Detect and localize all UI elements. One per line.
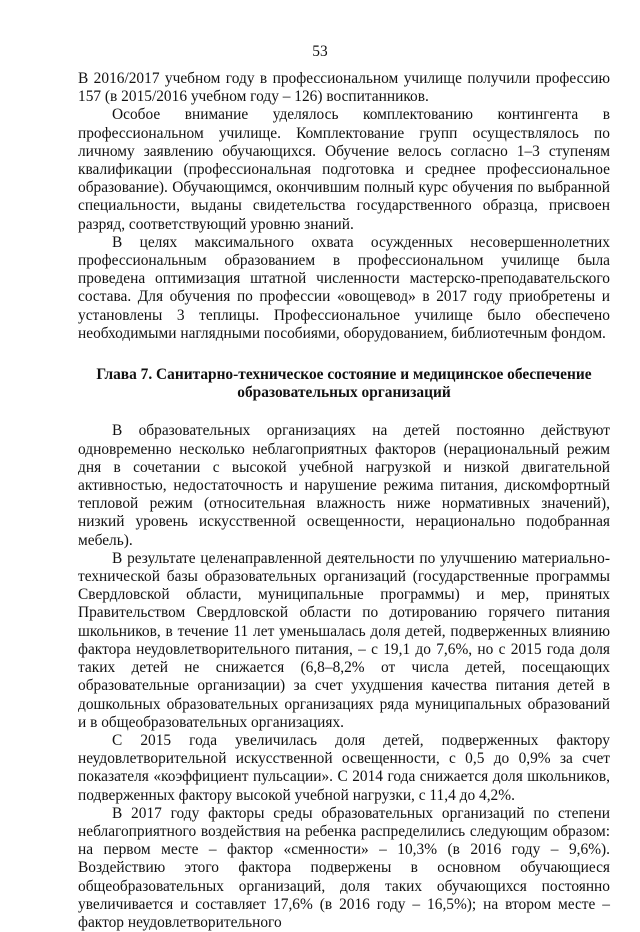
paragraph-graduates: В 2016/2017 учебном году в профессиональном училище получили профессию 157 (в 2015/2016 учебном году – 126) воспитанников. [78,70,610,106]
document-body [78,70,610,932]
paragraph-contingent: Особое внимание уделялось комплектованию контингента в профессиональном училище. Комплектование групп осуществлялось по личному заявлению обучающихся. Обучение велось согласно 1–3 ступеням квалификации (профессиональная подготовка и среднее профессиональное образование). Обучающимся, окончившим полный курс обучения по выбранной специальности, выданы свидетельства государственного образца, присвоен разряд, соответствующий уровню знаний. [78,106,610,233]
paragraph-unfavorable-factors: В образовательных организациях на детей постоянно действуют одновременно несколько неблагоприятных факторов (нерациональный режим дня в сочетании с высокой учебной нагрузкой и низкой двигательной активностью, недостаточность и нарушение режима питания, дискомфортный тепловой режим (относительная влажность ниже нормативных значений), низкий уровень искусственной освещенности, нерационально подобранная мебель). [78,422,610,549]
paragraph-nutrition: В результате целенаправленной деятельности по улучшению материально-технической базы образовательных организаций (государственные программы Свердловской области, муниципальные программы) и мер, принятых Правительством Свердловской области по дотированию горячего питания школьников, в течение 11 лет уменьшалась доля детей, подверженных влиянию фактора неудовлетворительного питания, – с 19,1 до 7,6%, но с 2015 года доля таких детей не снижается (6,8–8,2% от числа детей, посещающих образовательные организации) за счет ухудшения качества питания детей в дошкольных образовательных организациях ряда муниципальных образований и в общеобразовательных организациях. [78,549,610,731]
paragraph-lighting: С 2015 года увеличилась доля детей, подверженных фактору неудовлетворительной искусственной освещенности, с 0,5 до 0,9% за счет показателя «коэффициент пульсации». С 2014 года снижается доля школьников, подверженных фактору высокой учебной нагрузки, с 11,4 до 4,2%. [78,731,610,804]
chapter-heading [78,366,610,402]
page-number: 53 [312,43,328,60]
chapter-title-line1: Глава 7. Санитарно-техническое состояние и медицинское обеспечение [96,366,592,384]
chapter-title-line2: образовательных организаций [237,384,451,402]
paragraph-staff-optimization: В целях максимального охвата осужденных несовершеннолетних профессиональным образованием в профессиональном училище была проведена оптимизация штатной численности мастерско-преподавательского состава. Для обучения по профессии «овощевод» в 2017 году приобретены и установлены 3 теплицы. Профессиональное училище было обеспечено необходимыми наглядными пособиями, оборудованием, библиотечным фондом. [78,233,610,342]
paragraph-shift-factor: В 2017 году факторы среды образовательных организаций по степени неблагоприятного воздействия на ребенка распределились следующим образом: на первом месте – фактор «сменности» – 10,3% (в 2016 году – 9,6%). Воздействию этого фактора подвержены в основном обучающиеся общеобразовательных организаций, доля таких обучающихся постоянно увеличивается и составляет 17,6% (в 2016 году – 16,5%); на втором месте – фактор неудовлетворительного [78,804,610,931]
